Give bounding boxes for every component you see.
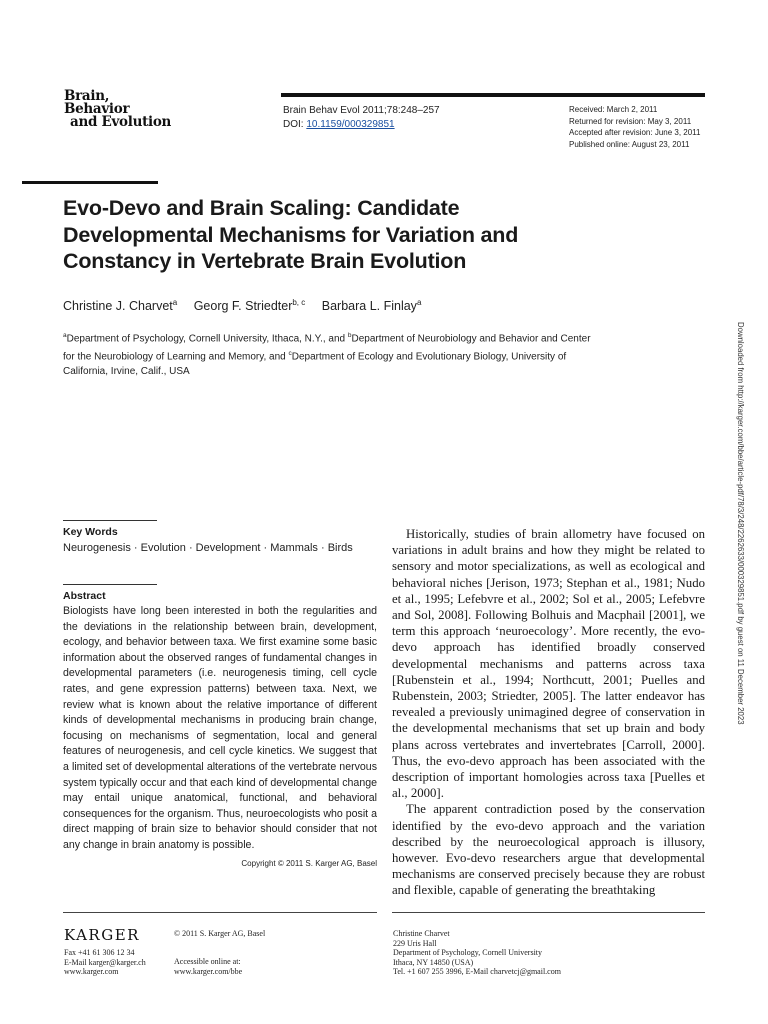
author-name: Christine J. Charvet xyxy=(63,299,173,314)
history-received: Received: March 2, 2011 xyxy=(569,105,658,114)
author-name: Georg F. Striedter xyxy=(193,299,293,314)
author-list xyxy=(63,298,434,313)
author xyxy=(194,299,306,313)
body-paragraph: The apparent contradiction posed by the conservation identified by the evo-devo approach and the variation described by the neuroecological approach is illusory, however. Evo-devo researchers argue that developmental mechanisms are conserved precisely because they are robust and flexible, capable of generating the breathtaking xyxy=(392,802,705,898)
download-watermark: Downloaded from http://karger.com/bbe/article-pdf/78/3/248/2262633/000329851.pdf by guest on 11 December 2023 xyxy=(736,322,745,725)
abstract-copyright: Copyright © 2011 S. Karger AG, Basel xyxy=(241,858,377,868)
header-rule xyxy=(281,93,705,97)
title-rule xyxy=(22,181,158,184)
affiliations xyxy=(63,329,603,379)
article-title: Evo-Devo and Brain Scaling: Candidate Developmental Mechanisms for Variation and Constancy in Vertebrate Brain Evolution xyxy=(63,196,519,273)
online-access-url[interactable]: www.karger.com/bbe xyxy=(174,966,243,976)
author-affil-mark: a xyxy=(172,298,178,307)
rights-notice: © 2011 S. Karger AG, Basel xyxy=(174,929,266,938)
doi-link[interactable]: 10.1159/000329851 xyxy=(306,119,395,130)
online-access xyxy=(174,957,242,976)
online-access-label: Accessible online at: xyxy=(174,957,241,966)
affil-mark-c: c xyxy=(288,349,292,357)
journal-logo-line1: Brain, Behavior xyxy=(64,88,130,117)
publisher-email[interactable]: E-Mail karger@karger.ch xyxy=(64,957,146,967)
publisher-fax: Fax +41 61 306 12 34 xyxy=(64,948,135,957)
affil-b: Department of Neurobiology and Behavior and Center for the Neurobiology of Learning and Memory, and xyxy=(63,333,591,363)
publisher-website[interactable]: www.karger.com xyxy=(64,967,119,977)
affil-mark-b: b xyxy=(347,332,352,339)
correspondence-line: Ithaca, NY 14850 (USA) xyxy=(393,957,474,967)
affil-mark-a: a xyxy=(63,332,67,339)
correspondence-address xyxy=(393,929,561,977)
journal-logo xyxy=(64,90,174,129)
publisher-contact xyxy=(64,948,146,977)
footer-rule-right xyxy=(392,912,705,913)
history-returned: Returned for revision: May 3, 2011 xyxy=(569,116,692,126)
affil-c: Department of Ecology and Evolutionary Biology, University of California, Irvine, Calif., USA xyxy=(63,351,567,377)
doi-line xyxy=(283,118,440,132)
citation-reference: Brain Behav Evol 2011;78:248–257 xyxy=(283,105,440,116)
affil-a: Department of Psychology, Cornell University, Ithaca, N.Y., and xyxy=(66,333,348,345)
abstract-body xyxy=(63,604,377,871)
doi-prefix: DOI: xyxy=(283,119,307,130)
citation-block xyxy=(283,104,440,132)
history-published: Published online: August 23, 2011 xyxy=(569,139,690,149)
correspondence-name: Christine Charvet xyxy=(393,929,450,938)
keywords-heading: Key Words xyxy=(63,526,118,538)
abstract-heading: Abstract xyxy=(63,590,106,602)
author-affil-mark: b, c xyxy=(292,298,306,307)
article-history xyxy=(569,104,701,150)
body-column xyxy=(392,526,705,899)
footer-rule-left xyxy=(63,912,377,913)
author-affil-mark: a xyxy=(416,298,422,307)
correspondence-contact: Tel. +1 607 255 3996, E-Mail charvetcj@gmail.com xyxy=(393,967,561,977)
body-paragraph: Historically, studies of brain allometry have focused on variations in adult brains and how they might be related to sensory and motor specializations, as well as ecological and behavioral niches [Jerison, 1973; Stephan et al., 1981; Nudo et al., 1995; Lefebvre et al., 2002; Sol et al., 2005; Lefebvre and Sol, 2008]. Following Bolhuis and Macphail [2001], we term this approach ‘neuroecology’. More recently, the evo-devo approach has identified broadly conserved developmental mechanisms and patterns across taxa [Rubenstein et al., 1994; Northcutt, 2001; Puelles and Rubenstein, 2003; Striedter, 2005]. The latter endeavor has revealed a previously unimagined degree of conservation in the developmental mechanisms that set up brain and body plans across vertebrates and invertebrates [Carroll, 2000]. Thus, the evo-devo approach has been associated with the description of important homologies across taxa [Puelles et al., 2000]. xyxy=(392,527,705,801)
history-accepted: Accepted after revision: June 3, 2011 xyxy=(569,128,701,137)
author xyxy=(63,299,177,313)
correspondence-line: 229 Uris Hall xyxy=(393,938,437,948)
author xyxy=(322,299,422,313)
abstract-rule xyxy=(63,584,157,585)
publisher-logo: KARGER xyxy=(64,926,140,944)
keywords-rule xyxy=(63,520,157,521)
abstract-text: Biologists have long been interested in both the regularities and the deviations in the relationship between brain, development, ecology, and behavior between taxa. We first examine some basic information about the observed ranges of fundamental changes in developmental parameters (i.e. neurogenesis timing, cell cycle rates, and gene expression patterns) between taxa. Next, we review what is known about the relative importance of different kinds of developmental mechanisms in producing brain change, focusing on mechanisms of segmentation, local and general features of neurogenesis, and cell cycle kinetics. We suggest that a limited set of developmental alterations of the vertebrate nervous system typically occur and that each kind of developmental change may entail unique anatomical, functional, and behavioral consequences for the organism. Thus, neuroecologists who posit a direct mapping of brain size to behavior should consider that not any change in brain anatomy is possible. xyxy=(63,605,377,851)
author-name: Barbara L. Finlay xyxy=(321,299,417,314)
journal-logo-line2: and Evolution xyxy=(70,114,172,130)
correspondence-line: Department of Psychology, Cornell University xyxy=(393,948,543,958)
keywords-text: Neurogenesis · Evolution · Development · Mammals · Birds xyxy=(63,542,353,554)
